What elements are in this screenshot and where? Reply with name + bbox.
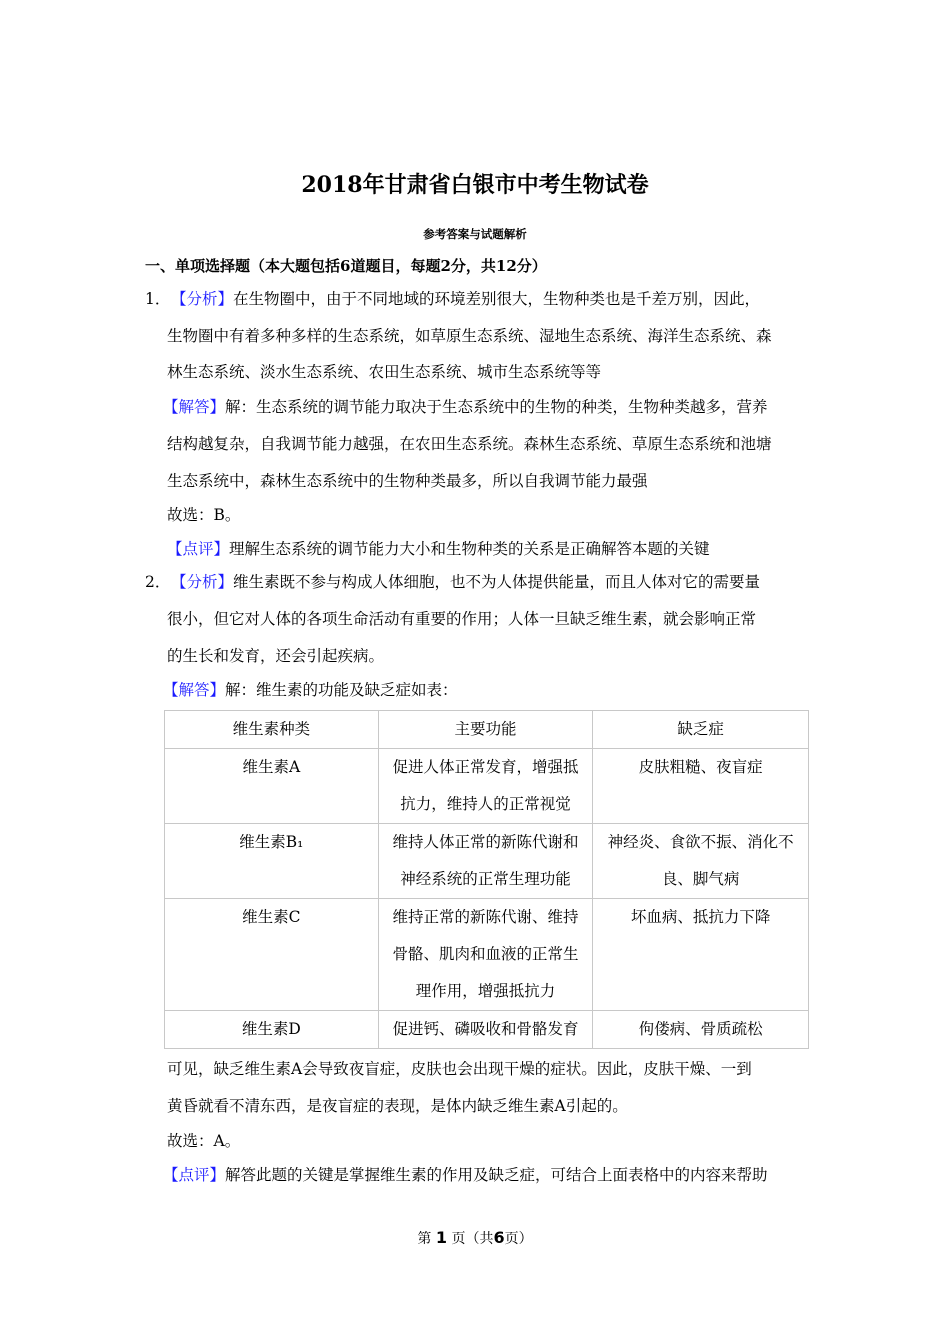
q2-answer-text-1: 解：维生素的功能及缺乏症如表： <box>225 681 458 699</box>
table-cell-function <box>378 749 593 824</box>
q1-comment-text: 理解生态系统的调节能力大小和生物种类的关系是正确解答本题的关键 <box>229 540 710 558</box>
table-row <box>165 749 809 824</box>
q2-comment-text: 解答此题的关键是掌握维生素的作用及缺乏症，可结合上面表格中的内容来帮助 <box>225 1166 768 1184</box>
cell-line: 促进人体正常发育，增强抵 <box>392 758 579 776</box>
footer-total-pages: 6 <box>493 1228 505 1247</box>
footer-middle: 页（共 <box>451 1231 494 1247</box>
table-cell-deficiency <box>593 824 809 899</box>
table-header-row <box>165 711 809 749</box>
cell-line: 骨骼、肌肉和血液的正常生 <box>392 945 579 963</box>
cell-line: 维持正常的新陈代谢、维持 <box>392 908 579 926</box>
q1-comment-line <box>167 539 710 559</box>
page-footer <box>0 1228 950 1248</box>
q2-after-line-1: 可见，缺乏维生素A会导致夜盲症，皮肤也会出现干燥的症状。因此，皮肤干燥、一到 <box>167 1060 752 1078</box>
table-cell-function <box>378 824 593 899</box>
q1-number: 1． <box>145 290 171 308</box>
section-heading: 一、单项选择题（本大题包括6道题目，每题2分，共12分） <box>145 257 547 275</box>
q1-analysis-line-2: 生物圈中有着多种多样的生态系统，如草原生态系统、湿地生态系统、海洋生态系统、森 <box>167 327 772 345</box>
table-row <box>165 824 809 899</box>
cell-line: 抗力，维持人的正常视觉 <box>400 795 571 813</box>
cell-line: 良、脚气病 <box>661 870 740 888</box>
page-title: 2018年甘肃省白银市中考生物试卷 <box>301 172 649 198</box>
table-cell-type: 维生素A <box>165 749 379 824</box>
table-header-cell: 主要功能 <box>378 711 593 749</box>
cell-line: 维持人体正常的新陈代谢和 <box>392 833 579 851</box>
q2-analysis-line-1 <box>145 572 760 592</box>
q2-analysis-line-3: 的生长和发育，还会引起疾病。 <box>167 647 385 665</box>
q1-choice: 故选：B。 <box>167 506 241 524</box>
table-cell-type: 维生素D <box>165 1011 379 1049</box>
q1-analysis-line-1 <box>145 289 760 309</box>
q1-answer-line-2: 结构越复杂，自我调节能力越强，在农田生态系统。森林生态系统、草原生态系统和池塘 <box>167 435 772 453</box>
q1-analysis-text-1: 在生物圈中，由于不同地域的环境差别很大，生物种类也是千差万别，因此， <box>233 290 761 308</box>
table-cell-deficiency <box>593 1011 809 1049</box>
cell-line: 佝偻病、骨质疏松 <box>638 1020 763 1038</box>
q2-analysis-tag: 【分析】 <box>171 573 234 591</box>
cell-line: 理作用，增强抵抗力 <box>415 982 556 1000</box>
q1-answer-text-1: 解：生态系统的调节能力取决于生态系统中的生物的种类，生物种类越多，营养 <box>225 398 768 416</box>
q2-after-line-2: 黄昏就看不清东西，是夜盲症的表现，是体内缺乏维生素A引起的。 <box>167 1097 628 1115</box>
q2-number: 2． <box>145 573 171 591</box>
table-cell-deficiency <box>593 749 809 824</box>
table-row <box>165 899 809 1011</box>
footer-page-number: 1 <box>435 1228 447 1247</box>
q2-answer-line-1 <box>163 680 458 700</box>
page-subtitle: 参考答案与试题解析 <box>423 227 527 241</box>
table-row <box>165 1011 809 1049</box>
table-cell-function <box>378 899 593 1011</box>
q2-comment-tag: 【点评】 <box>163 1166 226 1184</box>
table-header-cell: 维生素种类 <box>165 711 379 749</box>
q2-analysis-line-2: 很小，但它对人体的各项生命活动有重要的作用；人体一旦缺乏维生素，就会影响正常 <box>167 610 757 628</box>
cell-line: 坏血病、抵抗力下降 <box>630 908 771 926</box>
footer-suffix: 页） <box>504 1231 533 1247</box>
footer-prefix: 第 <box>417 1231 432 1247</box>
q1-answer-line-1 <box>163 397 768 417</box>
cell-line: 神经系统的正常生理功能 <box>400 870 571 888</box>
q2-answer-tag: 【解答】 <box>163 681 226 699</box>
q1-analysis-tag: 【分析】 <box>171 290 234 308</box>
q2-analysis-text-1: 维生素既不参与构成人体细胞，也不为人体提供能量，而且人体对它的需要量 <box>233 573 761 591</box>
table-cell-deficiency <box>593 899 809 1011</box>
table-header-cell: 缺乏症 <box>593 711 809 749</box>
q1-answer-tag: 【解答】 <box>163 398 226 416</box>
q2-choice: 故选：A。 <box>167 1132 241 1150</box>
q1-comment-tag: 【点评】 <box>167 540 230 558</box>
table-cell-type: 维生素B₁ <box>165 824 379 899</box>
cell-line: 促进钙、磷吸收和骨骼发育 <box>392 1020 579 1038</box>
table-cell-type: 维生素C <box>165 899 379 1011</box>
q1-analysis-line-3: 林生态系统、淡水生态系统、农田生态系统、城市生态系统等等 <box>167 363 602 381</box>
cell-line: 皮肤粗糙、夜盲症 <box>638 758 763 776</box>
table-cell-function <box>378 1011 593 1049</box>
cell-line: 神经炎、食欲不振、消化不 <box>607 833 794 851</box>
vitamin-table <box>164 710 809 1049</box>
q2-comment-line <box>163 1165 768 1185</box>
q1-answer-line-3: 生态系统中，森林生态系统中的生物种类最多，所以自我调节能力最强 <box>167 472 648 490</box>
